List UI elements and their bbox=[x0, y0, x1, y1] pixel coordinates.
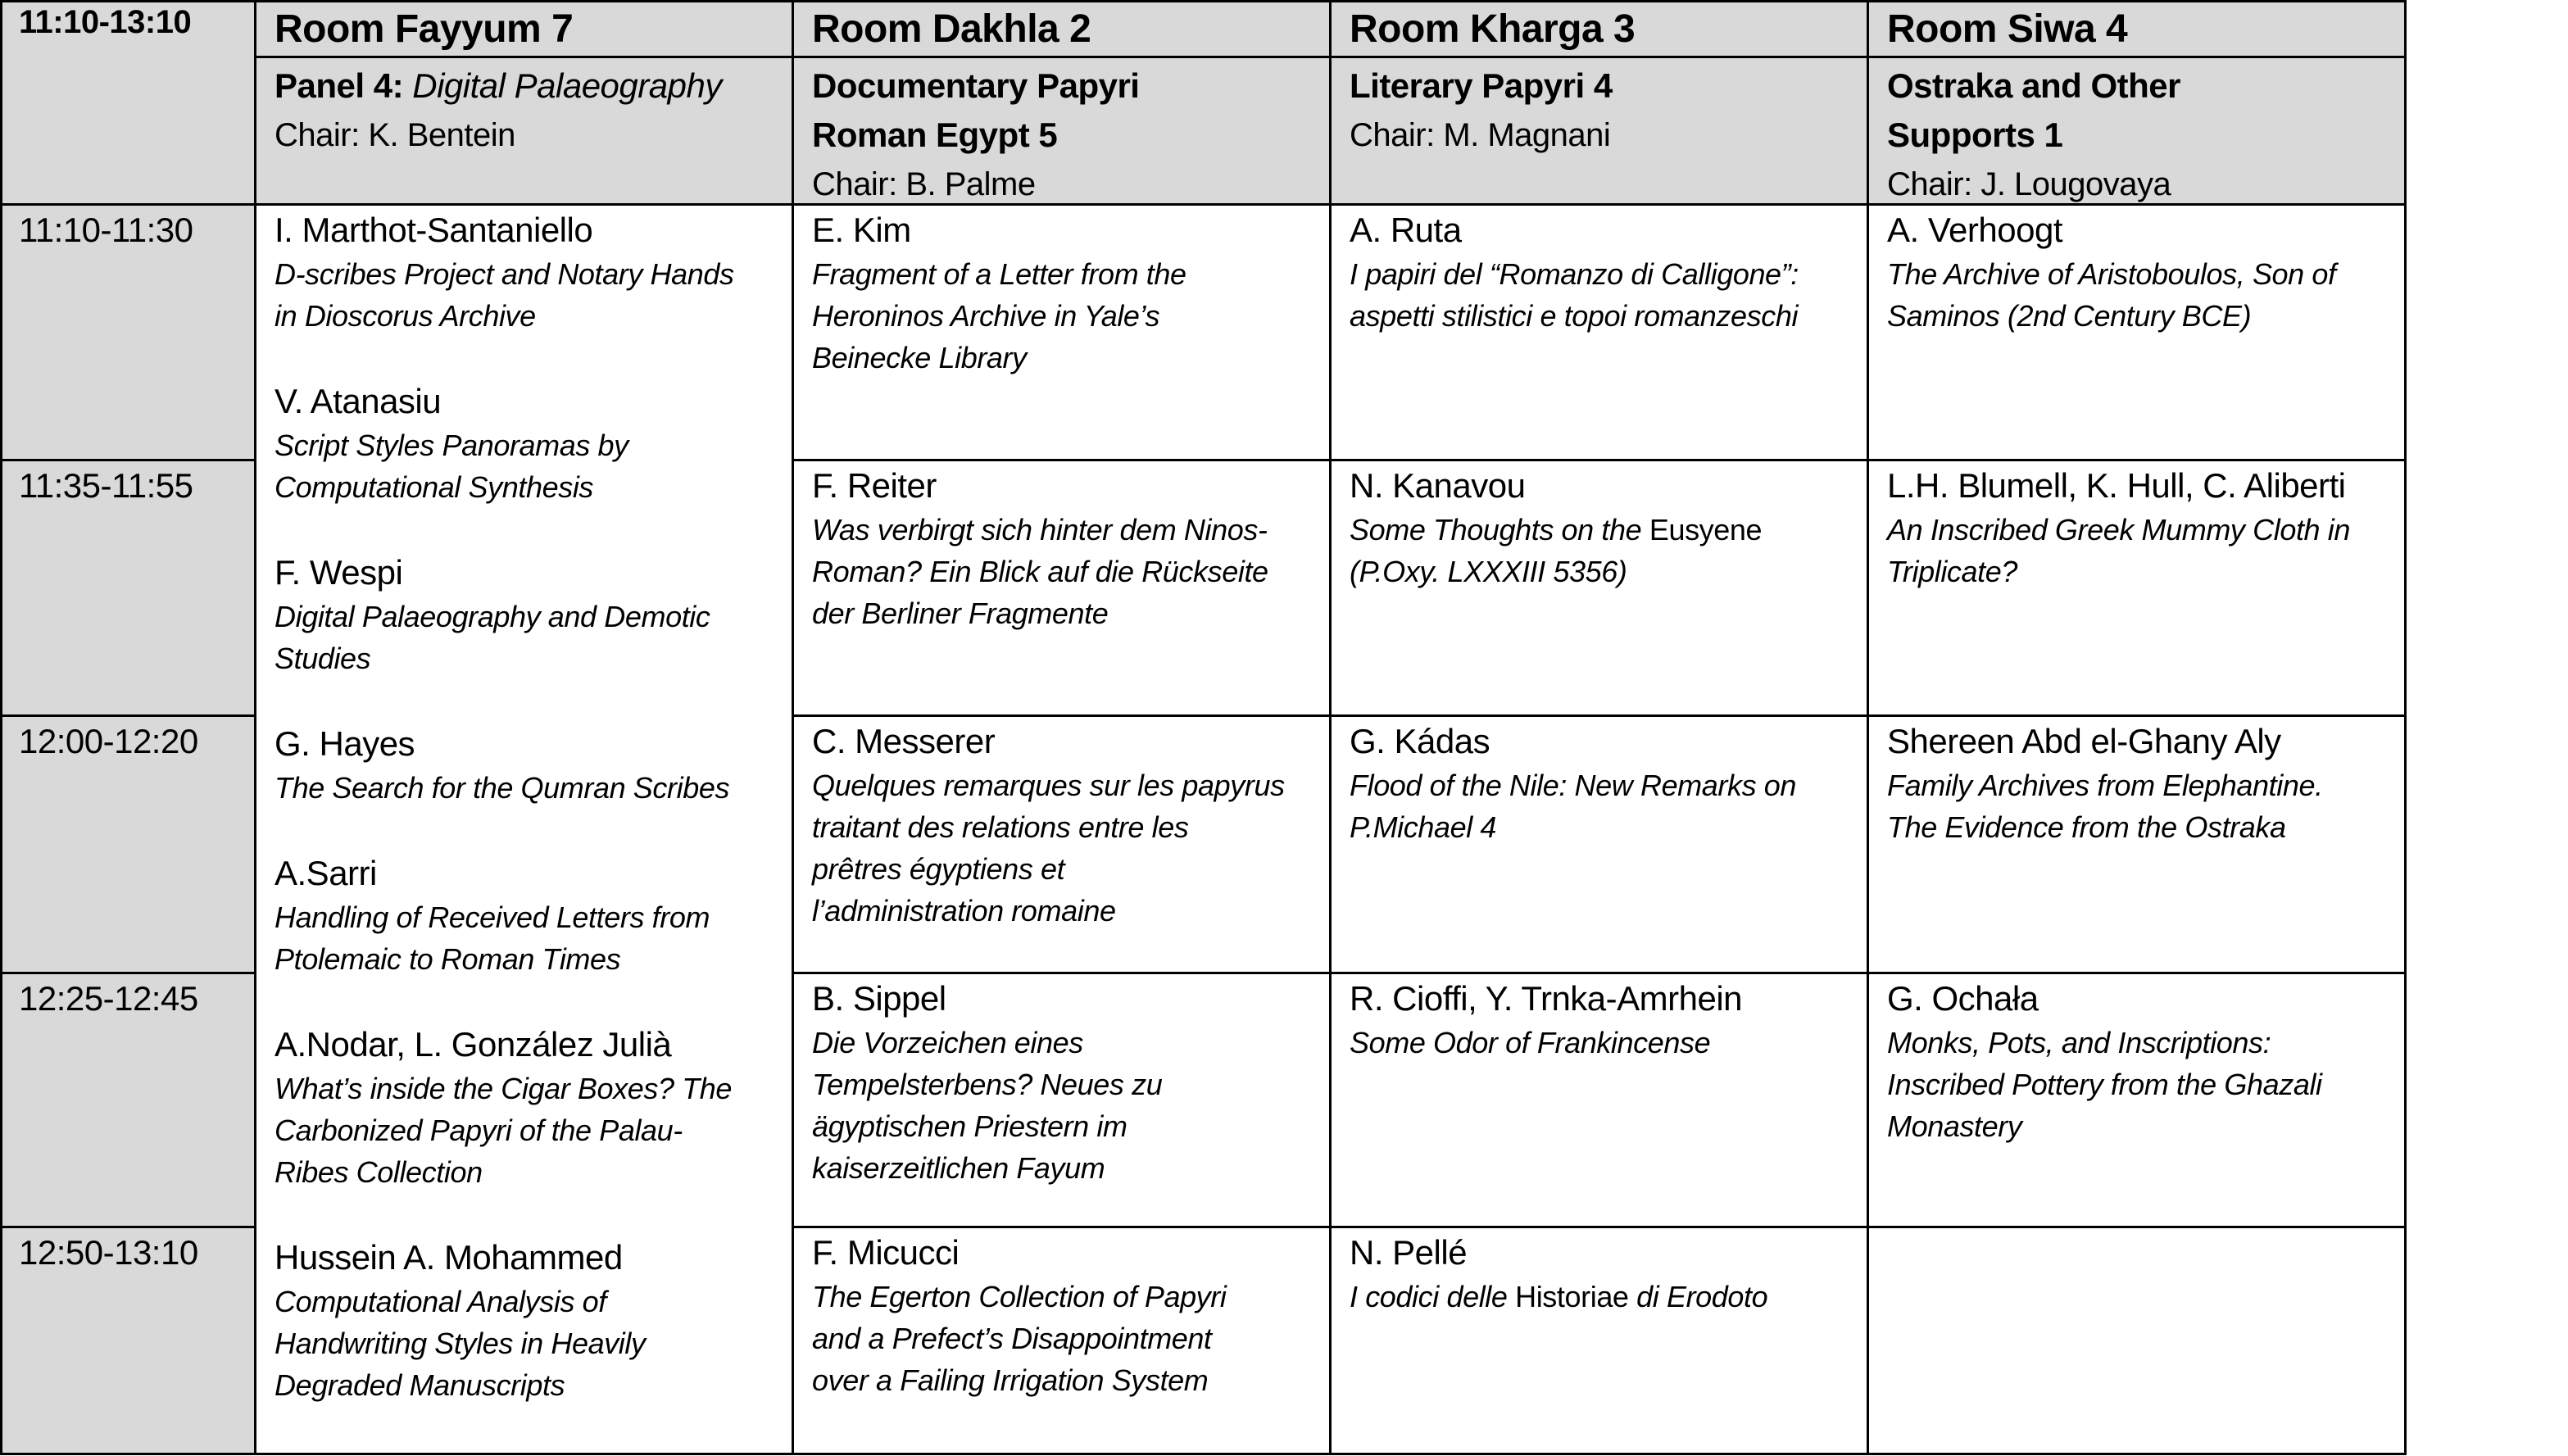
session-title-line2: Roman Egypt 5 bbox=[812, 116, 1058, 154]
talk-title-line: D-scribes Project and Notary Hands bbox=[274, 257, 734, 291]
talk-title-line: Ptolemaic to Roman Times bbox=[274, 942, 621, 976]
title-part: di Erodoto bbox=[1628, 1280, 1768, 1313]
speaker: V. Atanasiu bbox=[274, 382, 442, 420]
talk-title-line: aspetti stilistici e topoi romanzeschi bbox=[1350, 299, 1799, 333]
title-part: I codici delle bbox=[1350, 1280, 1516, 1313]
talk-title-line bbox=[1350, 509, 1855, 551]
talk-title-line: Ribes Collection bbox=[274, 1155, 483, 1189]
talk-title-line: P.Michael 4 bbox=[1350, 810, 1497, 844]
talk-title-line: The Search for the Qumran Scribes bbox=[274, 771, 730, 805]
talk-title-line: Was verbirgt sich hinter dem Ninos- bbox=[812, 513, 1268, 547]
siwa-slot-3 bbox=[1867, 714, 2407, 974]
dakhla-slot-2 bbox=[792, 459, 1332, 717]
dakhla-slot-1 bbox=[792, 203, 1332, 461]
talk bbox=[274, 1022, 780, 1193]
talk-title-line: Handling of Received Letters from bbox=[274, 900, 710, 934]
kharga-slot-2 bbox=[1329, 459, 1869, 717]
talk-title-line: Family Archives from Elephantine. bbox=[1887, 769, 2323, 802]
kharga-slot-3 bbox=[1329, 714, 1869, 974]
title-part: Some Thoughts on the bbox=[1350, 513, 1649, 547]
talk-title-line: Beinecke Library bbox=[812, 341, 1027, 374]
speaker: A. Verhoogt bbox=[1887, 211, 2062, 249]
talk-title-line: An Inscribed Greek Mummy Cloth in bbox=[1887, 513, 2350, 547]
session-info-siwa bbox=[1867, 56, 2407, 206]
speaker: E. Kim bbox=[812, 211, 911, 249]
room-name: Room Dakhla 2 bbox=[812, 7, 1091, 51]
title-work-name: Eusyene bbox=[1649, 513, 1763, 547]
talk-title-line: Monks, Pots, and Inscriptions: bbox=[1887, 1026, 2271, 1059]
talk-title-line: Inscribed Pottery from the Ghazali bbox=[1887, 1068, 2322, 1101]
talk-title-line: Triplicate? bbox=[1887, 555, 2017, 588]
talk-title-line: l’administration romaine bbox=[812, 894, 1116, 928]
time-label: 12:00-12:20 bbox=[19, 722, 198, 760]
time-slot-3 bbox=[0, 714, 256, 974]
talk-title-line: traitant des relations entre les bbox=[812, 810, 1189, 844]
talk-title-line: Monastery bbox=[1887, 1109, 2022, 1143]
time-slot-1 bbox=[0, 203, 256, 461]
talk-title-line: kaiserzeitlichen Fayum bbox=[812, 1151, 1105, 1185]
talk-title-line: in Dioscorus Archive bbox=[274, 299, 536, 333]
session-title-line2: Supports 1 bbox=[1887, 116, 2063, 154]
talk bbox=[274, 1235, 780, 1406]
speaker: G. Kádas bbox=[1350, 722, 1490, 760]
session-chair: Chair: K. Bentein bbox=[274, 117, 515, 153]
speaker: Shereen Abd el-Ghany Aly bbox=[1887, 722, 2281, 760]
talk-title-line: over a Failing Irrigation System bbox=[812, 1363, 1209, 1397]
talk-title-line: Tempelsterbens? Neues zu bbox=[812, 1068, 1163, 1101]
kharga-slot-4 bbox=[1329, 972, 1869, 1228]
siwa-slot-5-empty bbox=[1867, 1226, 2407, 1455]
speaker: L.H. Blumell, K. Hull, C. Aliberti bbox=[1887, 466, 2346, 505]
talk-title-line: Computational Synthesis bbox=[274, 470, 594, 504]
speaker: C. Messerer bbox=[812, 722, 996, 760]
room-name: Room Siwa 4 bbox=[1887, 7, 2128, 51]
time-label: 11:35-11:55 bbox=[19, 466, 193, 505]
session-time-header bbox=[0, 0, 256, 206]
speaker: F. Wespi bbox=[274, 553, 403, 592]
talk-title-line: prêtres égyptiens et bbox=[812, 852, 1065, 886]
talk-title-line: Quelques remarques sur les papyrus bbox=[812, 769, 1285, 802]
speaker: A.Nodar, L. González Julià bbox=[274, 1025, 672, 1064]
talk bbox=[274, 850, 780, 980]
talk-title-line: The Egerton Collection of Papyri bbox=[812, 1280, 1227, 1313]
dakhla-slot-3 bbox=[792, 714, 1332, 974]
dakhla-slot-5 bbox=[792, 1226, 1332, 1455]
talk-title-line: Roman? Ein Blick auf die Rückseite bbox=[812, 555, 1268, 588]
speaker: N. Pellé bbox=[1350, 1233, 1468, 1272]
speaker: N. Kanavou bbox=[1350, 466, 1526, 505]
session-info-fayyum bbox=[254, 56, 794, 206]
overall-time: 11:10-13:10 bbox=[19, 4, 192, 40]
speaker: G. Hayes bbox=[274, 724, 415, 763]
talk-title-line: ägyptischen Priestern im bbox=[812, 1109, 1127, 1143]
room-header-fayyum bbox=[254, 0, 794, 58]
talk-title-line: What’s inside the Cigar Boxes? The bbox=[274, 1072, 733, 1105]
talk-title-line: The Archive of Aristoboulos, Son of bbox=[1887, 257, 2336, 291]
talk-title-line: Saminos (2nd Century BCE) bbox=[1887, 299, 2252, 333]
talk bbox=[274, 379, 780, 508]
room-header-siwa bbox=[1867, 0, 2407, 58]
session-title-italic: Digital Palaeography bbox=[412, 66, 722, 105]
time-label: 12:25-12:45 bbox=[19, 979, 198, 1018]
session-info-dakhla bbox=[792, 56, 1332, 206]
talk bbox=[274, 207, 780, 337]
talk bbox=[274, 550, 780, 679]
talk-title-line: Heroninos Archive in Yale’s bbox=[812, 299, 1160, 333]
session-chair: Chair: J. Lougovaya bbox=[1887, 166, 2171, 202]
session-title-line1: Literary Papyri 4 bbox=[1350, 66, 1613, 105]
room-name: Room Fayyum 7 bbox=[274, 7, 574, 51]
talk-title-line: Digital Palaeography and Demotic bbox=[274, 600, 710, 633]
siwa-slot-1 bbox=[1867, 203, 2407, 461]
talk-title-line: I papiri del “Romanzo di Calligone”: bbox=[1350, 257, 1799, 291]
talk-title-line: Fragment of a Letter from the bbox=[812, 257, 1186, 291]
session-chair: Chair: B. Palme bbox=[812, 166, 1036, 202]
speaker: Hussein A. Mohammed bbox=[274, 1238, 623, 1277]
room-header-kharga bbox=[1329, 0, 1869, 58]
room-header-dakhla bbox=[792, 0, 1332, 58]
room-name: Room Kharga 3 bbox=[1350, 7, 1636, 51]
session-title bbox=[274, 61, 792, 111]
talk-title-line bbox=[1350, 1276, 1855, 1318]
talk-title-line: Some Odor of Frankincense bbox=[1350, 1026, 1711, 1059]
time-label: 12:50-13:10 bbox=[19, 1233, 198, 1272]
time-slot-5 bbox=[0, 1226, 256, 1455]
title-work-name: Historiae bbox=[1515, 1280, 1629, 1313]
session-prefix: Panel 4: bbox=[274, 66, 404, 105]
speaker: A. Ruta bbox=[1350, 211, 1462, 249]
time-slot-4 bbox=[0, 972, 256, 1228]
talk-title-line: Handwriting Styles in Heavily bbox=[274, 1327, 646, 1360]
session-chair: Chair: M. Magnani bbox=[1350, 117, 1611, 153]
talk bbox=[274, 721, 780, 809]
siwa-slot-4 bbox=[1867, 972, 2407, 1228]
speaker: R. Cioffi, Y. Trnka-Amrhein bbox=[1350, 979, 1743, 1018]
time-label: 11:10-11:30 bbox=[19, 211, 193, 249]
session-title-line1: Ostraka and Other bbox=[1887, 66, 2180, 105]
talk-title-line: Die Vorzeichen eines bbox=[812, 1026, 1083, 1059]
speaker: F. Micucci bbox=[812, 1233, 960, 1272]
talk-title-line: The Evidence from the Ostraka bbox=[1887, 810, 2286, 844]
time-slot-2 bbox=[0, 459, 256, 717]
talk-title-line: der Berliner Fragmente bbox=[812, 596, 1109, 630]
fayyum-panel-talks bbox=[254, 203, 794, 1455]
speaker: B. Sippel bbox=[812, 979, 946, 1018]
talk-title-line: Studies bbox=[274, 642, 371, 675]
talk-title-line: Flood of the Nile: New Remarks on bbox=[1350, 769, 1797, 802]
talk-title-line: Script Styles Panoramas by bbox=[274, 429, 628, 462]
talk-title-line: (P.Oxy. LXXXIII 5356) bbox=[1350, 555, 1627, 588]
session-info-kharga bbox=[1329, 56, 1869, 206]
talk-title-line: and a Prefect’s Disappointment bbox=[812, 1322, 1212, 1355]
speaker: F. Reiter bbox=[812, 466, 937, 505]
dakhla-slot-4 bbox=[792, 972, 1332, 1228]
talk-title-line: Computational Analysis of bbox=[274, 1285, 606, 1318]
session-title-line1: Documentary Papyri bbox=[812, 66, 1140, 105]
talk-title-line: Carbonized Papyri of the Palau- bbox=[274, 1114, 683, 1147]
speaker: G. Ochała bbox=[1887, 979, 2039, 1018]
speaker: A.Sarri bbox=[274, 854, 377, 892]
kharga-slot-1 bbox=[1329, 203, 1869, 461]
kharga-slot-5 bbox=[1329, 1226, 1869, 1455]
talk-title-line: Degraded Manuscripts bbox=[274, 1368, 565, 1402]
speaker: I. Marthot-Santaniello bbox=[274, 211, 593, 249]
siwa-slot-2 bbox=[1867, 459, 2407, 717]
